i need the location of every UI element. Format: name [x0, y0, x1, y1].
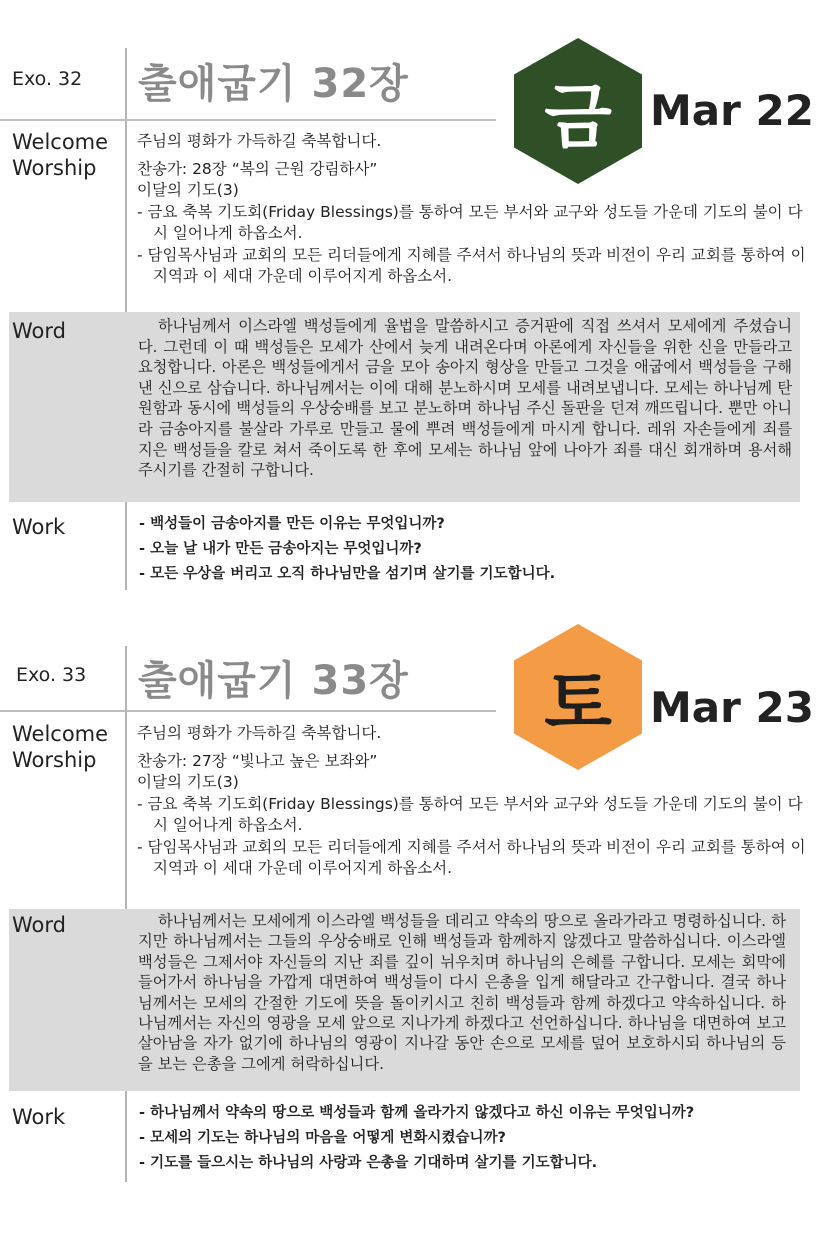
- work-item: - 모세의 기도는 하나님의 마음을 어떻게 변화시켰습니까?: [139, 1130, 506, 1146]
- welcome-worship-content: [137, 131, 807, 288]
- work-item: - 모든 우상을 버리고 오직 하나님만을 섬기며 살기를 기도합니다.: [139, 566, 556, 582]
- title-underline: [0, 119, 496, 121]
- word-label: Word: [12, 319, 66, 343]
- hymn: 찬송가: 28장 “복의 근원 강림하사”: [137, 159, 378, 178]
- date-label: Mar 22: [650, 86, 814, 135]
- work-questions: [139, 1101, 799, 1176]
- prayer-item: - 담임목사님과 교회의 모든 리더들에게 지혜를 주셔서 하나님의 뜻과 비전이 우리 교회를 통하여 이 지역과 이 세대 가운데 이루어지게 하옵소서.: [137, 245, 806, 285]
- prayer-title: 이달의 기도(3): [137, 181, 239, 199]
- welcome-worship-content: [137, 723, 807, 880]
- welcome-label-line2: Worship: [12, 748, 97, 772]
- title-underline: [0, 710, 496, 712]
- welcome-worship-label: [12, 721, 108, 773]
- hymn: 찬송가: 27장 “빛나고 높은 보좌와”: [137, 751, 378, 770]
- chapter-reference: Exo. 33: [16, 664, 87, 686]
- welcome-label-line2: Worship: [12, 156, 97, 180]
- word-label: Word: [12, 913, 66, 937]
- prayer-item: - 금요 축복 기도회(Friday Blessings)를 통하여 모든 부서와 교구와 성도들 가운데 기도의 불이 다시 일어나게 하옵소서.: [137, 202, 803, 242]
- weekday-character: 토: [544, 661, 612, 744]
- greeting: 주님의 평화가 가득하길 축복합니다.: [137, 132, 382, 150]
- chapter-title: 출애굽기 32장: [138, 61, 409, 107]
- prayer-item: - 담임목사님과 교회의 모든 리더들에게 지혜를 주셔서 하나님의 뜻과 비전이 우리 교회를 통하여 이 지역과 이 세대 가운데 이루어지게 하옵소서.: [137, 837, 806, 877]
- work-questions: [139, 512, 799, 587]
- prayer-item: - 금요 축복 기도회(Friday Blessings)를 통하여 모든 부서와 교구와 성도들 가운데 기도의 불이 다시 일어나게 하옵소서.: [137, 794, 803, 834]
- prayer-title: 이달의 기도(3): [137, 773, 239, 791]
- work-label: Work: [12, 1105, 66, 1129]
- weekday-character: 금: [544, 75, 612, 158]
- date-label: Mar 23: [650, 683, 814, 732]
- work-item: - 기도를 들으시는 하나님의 사랑과 은총을 기대하며 살기를 기도합니다.: [139, 1155, 598, 1171]
- chapter-title: 출애굽기 33장: [138, 658, 409, 704]
- work-item: - 하나님께서 약속의 땅으로 백성들과 함께 올라가지 않겠다고 하신 이유는 무엇입니까?: [139, 1105, 695, 1121]
- welcome-worship-label: [12, 129, 108, 181]
- chapter-reference: Exo. 32: [12, 68, 83, 90]
- welcome-label-line1: Welcome: [12, 130, 109, 154]
- word-text: 하나님께서 이스라엘 백성들에게 율법을 말씀하시고 증거판에 직접 쓰셔서 모세에게 주셨습니다. 그런데 이 때 백성들은 모세가 산에서 늦게 내려온다며 아론에게 자신들을 위한 신을 만들라고 요청합니다. 아론은 백성들에게서 금을 모아 송아지 형상을 만들고 그것을 애굽에서 백성들을 구해낸 신으로 삼습니다. 하나님께서는 이에 대해 분노하시며 모세를 내려보냅니다. 모세는 하나님께 탄원함과 동시에 백성들의 우상숭배를 보고 분노하며 하나님 주신 돌판을 던져 깨뜨립니다. 뿐만 아니라 금송아지를 불살라 가루로 만들고 물에 뿌려 백성들에게 마시게 합니다. 레위 자손들에게 죄를 지은 백성들을 칼로 쳐서 죽이도록 한 후에 모세는 하나님 앞에 나아가 죄를 대신 회개하며 용서해주시기를 간절히 구합니다.: [138, 317, 792, 480]
- word-text: 하나님께서는 모세에게 이스라엘 백성들을 데리고 약속의 땅으로 올라가라고 명령하십니다. 하지만 하나님께서는 그들의 우상숭배로 인해 백성들과 함께하지 않겠다고 말씀하십니다. 이스라엘 백성들은 그제서야 자신들의 지난 죄를 깊이 뉘우치며 하나님의 은혜를 구합니다. 모세는 회막에 들어가서 하나님을 가깝게 대면하여 백성들이 다시 은총을 입게 해달라고 간구합니다. 결국 하나님께서는 모세의 간절한 기도에 뜻을 돌이키시고 친히 백성들과 함께 하겠다고 약속하십니다. 하나님께서는 자신의 영광을 모세 앞으로 지나가게 하겠다고 선언하십니다. 하나님을 대면하여 보고 살아남을 자가 없기에 하나님의 영광이 지나갈 동안 손으로 모세를 덮어 보호하시되 하나님의 등을 보는 은총을 그에게 허락하십니다.: [138, 912, 786, 1073]
- work-item: - 백성들이 금송아지를 만든 이유는 무엇입니까?: [139, 516, 445, 532]
- day-section-mar-22: [0, 0, 820, 590]
- work-label: Work: [12, 515, 66, 539]
- work-item: - 오늘 날 내가 만든 금송아지는 무엇입니까?: [139, 541, 422, 557]
- welcome-label-line1: Welcome: [12, 722, 109, 746]
- greeting: 주님의 평화가 가득하길 축복합니다.: [137, 724, 382, 742]
- day-section-mar-23: [0, 594, 820, 1184]
